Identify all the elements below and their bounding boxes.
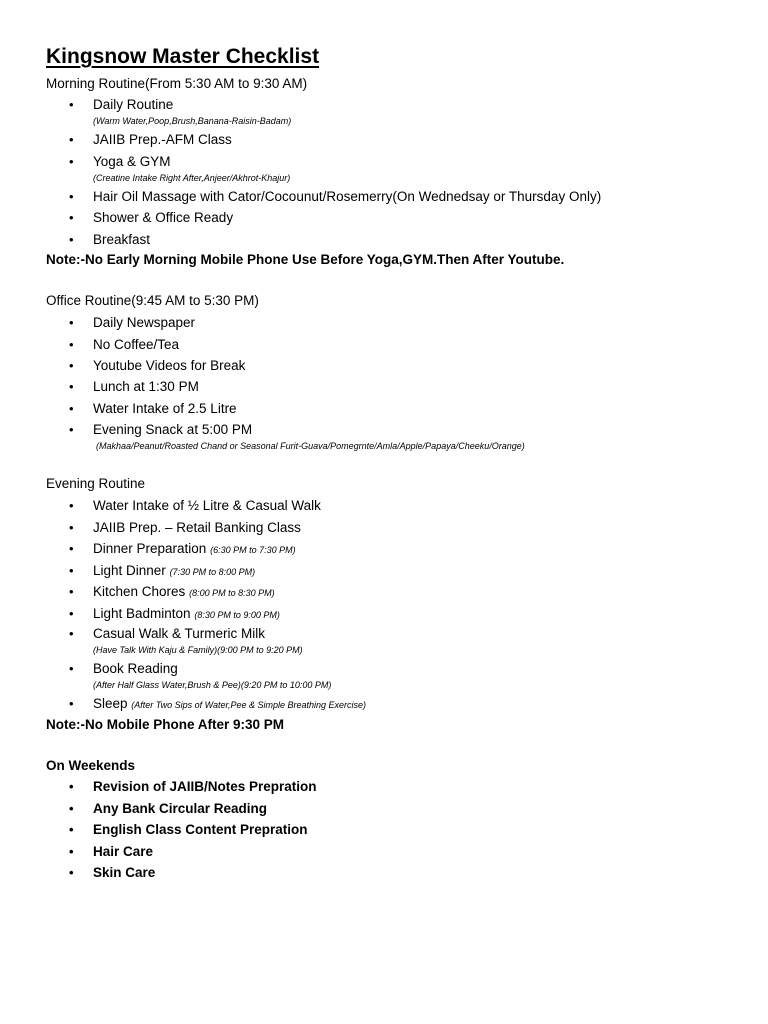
- bullet-icon: •: [69, 563, 74, 578]
- bullet-icon: •: [69, 584, 74, 599]
- item-time: (6:30 PM to 7:30 PM): [210, 545, 296, 555]
- morning-item-daily-routine: [69, 97, 174, 113]
- item-label: Yoga & GYM: [93, 154, 171, 169]
- evening-item-sleep: [69, 696, 367, 713]
- evening-note: Note:-No Mobile Phone After 9:30 PM: [46, 717, 285, 732]
- item-label: Lunch at 1:30 PM: [93, 379, 199, 394]
- item-label: Any Bank Circular Reading: [93, 801, 268, 816]
- weekends-heading: On Weekends: [46, 758, 136, 773]
- item-label: Dinner Preparation: [93, 541, 207, 556]
- evening-item-badminton: [69, 606, 280, 623]
- evening-heading: Evening Routine: [46, 476, 146, 491]
- office-item-no-coffee: [69, 337, 180, 353]
- bullet-icon: •: [69, 337, 74, 352]
- bullet-icon: •: [69, 210, 74, 225]
- office-item-newspaper: [69, 315, 196, 331]
- evening-item-water-walk: [69, 498, 321, 514]
- item-label: Skin Care: [93, 865, 156, 880]
- bullet-icon: •: [69, 696, 74, 711]
- item-time: (7:30 PM to 8:00 PM): [169, 567, 256, 577]
- bullet-icon: •: [69, 661, 74, 676]
- item-label: No Coffee/Tea: [93, 337, 180, 352]
- bullet-icon: •: [69, 498, 74, 513]
- morning-item-breakfast: [69, 232, 151, 248]
- morning-note: Note:-No Early Morning Mobile Phone Use Before Yoga,GYM.Then After Youtube.: [46, 252, 565, 267]
- bullet-icon: •: [69, 520, 74, 535]
- item-label: Kitchen Chores: [93, 584, 186, 599]
- item-label: Casual Walk & Turmeric Milk: [93, 626, 266, 641]
- item-label: English Class Content Prepration: [93, 822, 308, 837]
- weekends-item-revision: [69, 779, 317, 795]
- bullet-icon: •: [69, 422, 74, 437]
- bullet-icon: •: [69, 358, 74, 373]
- bullet-icon: •: [69, 232, 74, 247]
- office-item-snack-note: (Makhaa/Peanut/Roasted Chand or Seasonal Furit-Guava/Pomegrnte/Amla/Apple/Papaya/Cheeku/Orange): [96, 441, 525, 451]
- item-label: Water Intake of ½ Litre & Casual Walk: [93, 498, 321, 513]
- evening-item-turmeric-milk-note: (Have Talk With Kaju & Family)(9:00 PM to 9:20 PM): [93, 645, 303, 655]
- bullet-icon: •: [69, 865, 74, 880]
- evening-item-light-dinner: [69, 563, 256, 580]
- evening-item-dinner-prep: [69, 541, 296, 558]
- morning-item-shower: [69, 210, 234, 226]
- bullet-icon: •: [69, 626, 74, 641]
- evening-item-turmeric-milk: [69, 626, 266, 642]
- bullet-icon: •: [69, 315, 74, 330]
- item-time: (8:00 PM to 8:30 PM): [189, 588, 275, 598]
- bullet-icon: •: [69, 779, 74, 794]
- item-time: (After Two Sips of Water,Pee & Simple Breathing Exercise): [131, 700, 367, 710]
- item-label: Sleep: [93, 696, 128, 711]
- weekends-item-bank-circular: [69, 801, 268, 817]
- morning-item-yoga-gym: [69, 154, 171, 170]
- item-label: Book Reading: [93, 661, 178, 676]
- evening-item-book-reading-note: (After Half Glass Water,Brush & Pee)(9:20 PM to 10:00 PM): [93, 680, 332, 690]
- office-item-snack: [69, 422, 253, 438]
- morning-item-hair-oil: [69, 189, 602, 205]
- weekends-item-skin-care: [69, 865, 156, 881]
- morning-item-daily-routine-note: (Warm Water,Poop,Brush,Banana-Raisin-Badam): [93, 116, 292, 126]
- bullet-icon: •: [69, 541, 74, 556]
- bullet-icon: •: [69, 844, 74, 859]
- bullet-icon: •: [69, 379, 74, 394]
- morning-heading: Morning Routine(From 5:30 AM to 9:30 AM): [46, 76, 308, 91]
- office-item-water: [69, 401, 237, 417]
- bullet-icon: •: [69, 189, 74, 204]
- bullet-icon: •: [69, 401, 74, 416]
- evening-item-jaiib-retail: [69, 520, 301, 536]
- office-item-youtube: [69, 358, 246, 374]
- morning-item-yoga-gym-note: (Creatine Intake Right After,Anjeer/Akhrot-Khajur): [93, 173, 291, 183]
- document-title: Kingsnow Master Checklist: [46, 45, 320, 68]
- item-time: (8:30 PM to 9:00 PM): [194, 610, 280, 620]
- item-label: Light Dinner: [93, 563, 166, 578]
- bullet-icon: •: [69, 606, 74, 621]
- bullet-icon: •: [69, 132, 74, 147]
- item-label: Hair Oil Massage with Cator/Cocounut/Rosemerry(On Wednedsay or Thursday Only): [93, 189, 602, 204]
- item-label: Water Intake of 2.5 Litre: [93, 401, 237, 416]
- item-label: JAIIB Prep. – Retail Banking Class: [93, 520, 301, 535]
- item-label: Youtube Videos for Break: [93, 358, 246, 373]
- item-label: Daily Routine: [93, 97, 174, 112]
- item-label: Breakfast: [93, 232, 151, 247]
- bullet-icon: •: [69, 801, 74, 816]
- morning-item-jaiib-afm: [69, 132, 232, 148]
- office-item-lunch: [69, 379, 199, 395]
- weekends-item-english-class: [69, 822, 308, 838]
- office-heading: Office Routine(9:45 AM to 5:30 PM): [46, 293, 259, 308]
- bullet-icon: •: [69, 822, 74, 837]
- weekends-item-hair-care: [69, 844, 154, 860]
- item-label: Revision of JAIIB/Notes Prepration: [93, 779, 317, 794]
- item-label: Evening Snack at 5:00 PM: [93, 422, 253, 437]
- item-label: Daily Newspaper: [93, 315, 196, 330]
- bullet-icon: •: [69, 154, 74, 169]
- evening-item-kitchen: [69, 584, 275, 601]
- item-label: JAIIB Prep.-AFM Class: [93, 132, 232, 147]
- bullet-icon: •: [69, 97, 74, 112]
- item-label: Hair Care: [93, 844, 154, 859]
- evening-item-book-reading: [69, 661, 178, 677]
- item-label: Shower & Office Ready: [93, 210, 234, 225]
- item-label: Light Badminton: [93, 606, 191, 621]
